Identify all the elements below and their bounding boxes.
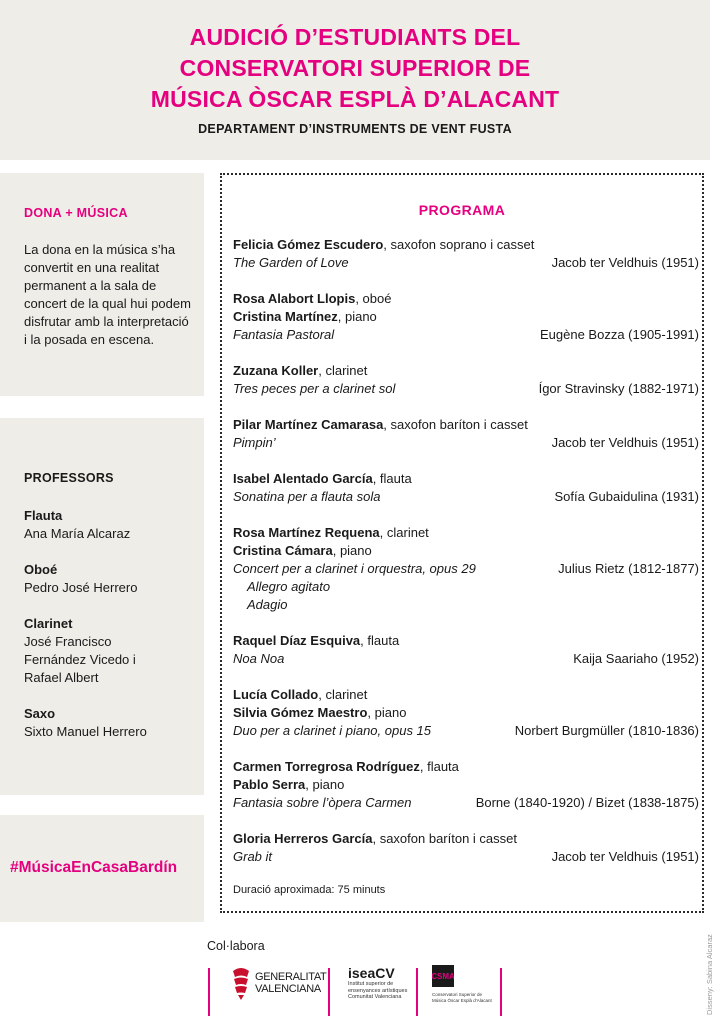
movement: Adagio	[247, 597, 288, 612]
program-item	[233, 686, 699, 740]
work-title: Tres peces per a clarinet sol	[233, 381, 396, 396]
movement: Allegro agitato	[247, 579, 331, 594]
performer-name: Zuzana Koller	[233, 363, 319, 378]
professor-group	[24, 705, 199, 741]
dona-musica-box	[0, 173, 204, 396]
duration-note: Duració aproximada: 75 minuts	[233, 884, 386, 896]
dona-musica-title: DONA + MÚSICA	[24, 206, 128, 220]
professors-list	[24, 507, 199, 759]
program-item	[233, 416, 699, 452]
performer-line	[233, 704, 699, 722]
work-title: Pimpin’	[233, 435, 276, 450]
work-row	[233, 794, 699, 812]
isea-logo	[348, 965, 408, 1001]
work-row	[233, 722, 699, 740]
performer-line	[233, 308, 699, 326]
work-row	[233, 560, 699, 578]
performer-role: , saxofon baríton i casset	[372, 831, 517, 846]
performer-name: Pilar Martínez Camarasa	[233, 417, 384, 432]
professor-name: Pedro José Herrero	[24, 580, 138, 595]
performer-line	[233, 776, 699, 794]
footer-divider	[328, 968, 330, 1016]
performer-name: Lucía Collado	[233, 687, 319, 702]
work-title: Sonatina per a flauta sola	[233, 489, 381, 504]
composer: Sofía Gubaidulina (1931)	[554, 489, 699, 504]
csma-logo-icon	[432, 965, 454, 987]
csma-logo	[432, 965, 492, 1003]
performer-role: , flauta	[360, 633, 400, 648]
design-credit: Disseny: Sabina Alcaraz	[705, 934, 714, 1015]
professor-instrument: Clarinet	[24, 616, 73, 631]
professor-instrument: Saxo	[24, 706, 56, 721]
performer-line	[233, 236, 699, 254]
csma-logo-text: CSMA	[432, 972, 454, 981]
performer-name: Pablo Serra	[233, 777, 306, 792]
performer-name: Rosa Martínez Requena	[233, 525, 380, 540]
work-title: Grab it	[233, 849, 273, 864]
performer-role: , clarinet	[318, 687, 368, 702]
program-item	[233, 758, 699, 812]
work-title: Duo per a clarinet i piano, opus 15	[233, 723, 432, 738]
program-item	[233, 290, 699, 344]
performer-name: Isabel Alentado García	[233, 471, 373, 486]
collab-label: Col·labora	[207, 939, 265, 953]
program-box	[220, 173, 704, 913]
work-title: The Garden of Love	[233, 255, 349, 270]
work-row	[233, 254, 699, 272]
professor-name: Ana María Alcaraz	[24, 526, 131, 541]
isea-logo-icon: iseaCV	[348, 965, 395, 981]
professor-group	[24, 507, 199, 543]
isea-subtitle: Institut superior de ensenyances artístiques Comunitat Valenciana	[348, 981, 408, 1000]
performer-line	[233, 524, 699, 542]
composer: Julius Rietz (1812-1877)	[558, 561, 699, 576]
work-title: Fantasia sobre l’òpera Carmen	[233, 795, 412, 810]
performer-role: , saxofon soprano i casset	[383, 237, 535, 252]
performer-name: Cristina Martínez	[233, 309, 338, 324]
composer: Norbert Burgmüller (1810-1836)	[514, 723, 699, 738]
footer-divider	[416, 968, 418, 1016]
performer-line	[233, 470, 699, 488]
performer-name: Rosa Alabort Llopis	[233, 291, 356, 306]
page-title: AUDICIÓ D’ESTUDIANTS DEL CONSERVATORI SUPERIOR DE MÚSICA ÒSCAR ESPLÀ D’ALACANT	[150, 24, 560, 112]
footer-divider	[500, 968, 502, 1016]
composer: Ígor Stravinsky (1882-1971)	[538, 381, 699, 396]
generalitat-logo	[230, 965, 326, 1001]
performer-name: Gloria Herreros García	[233, 831, 373, 846]
program-item	[233, 632, 699, 668]
csma-subtitle: Conservatori Superior de Música Òscar Esplà d’Alacant	[432, 992, 492, 1003]
composer: Kaija Saariaho (1952)	[573, 651, 699, 666]
program-item	[233, 830, 699, 866]
professor-instrument: Oboé	[24, 562, 58, 577]
performer-role: , piano	[305, 777, 345, 792]
professor-name: Rafael Albert	[24, 670, 99, 685]
composer: Eugène Bozza (1905-1991)	[539, 327, 699, 342]
performer-role: , piano	[337, 309, 377, 324]
composer: Borne (1840-1920) / Bizet (1838-1875)	[475, 795, 699, 810]
performer-line	[233, 362, 699, 380]
work-row	[233, 380, 699, 398]
program-item	[233, 470, 699, 506]
hashtag-box	[0, 815, 204, 922]
program-items	[233, 236, 699, 884]
composer: Jacob ter Veldhuis (1951)	[551, 255, 699, 270]
work-row	[233, 488, 699, 506]
performer-role: , saxofon baríton i casset	[383, 417, 528, 432]
performer-name: Carmen Torregrosa Rodríguez	[233, 759, 420, 774]
work-row	[233, 848, 699, 866]
performer-line	[233, 416, 699, 434]
performer-line	[233, 542, 699, 560]
professor-group	[24, 561, 199, 597]
program-item	[233, 362, 699, 398]
composer: Jacob ter Veldhuis (1951)	[551, 849, 699, 864]
work-title: Noa Noa	[233, 651, 285, 666]
performer-name: Raquel Díaz Esquiva	[233, 633, 361, 648]
professor-group	[24, 615, 199, 687]
work-row	[233, 326, 699, 344]
professor-name: Sixto Manuel Herrero	[24, 724, 147, 739]
professors-title: PROFESSORS	[24, 471, 114, 485]
generalitat-line1: GENERALITAT	[255, 971, 327, 983]
performer-name: Cristina Cámara	[233, 543, 333, 558]
footer-divider	[208, 968, 210, 1016]
program-item	[233, 236, 699, 272]
professor-instrument: Flauta	[24, 508, 63, 523]
generalitat-emblem-icon	[230, 965, 252, 1001]
dona-musica-text: La dona en la música s’ha convertit en una realitat permanent a la sala de concert de la qual hui podem disfrutar amb la interpretació i la posada en escena.	[24, 242, 191, 347]
work-title: Concert per a clarinet i orquestra, opus 29	[233, 561, 476, 576]
performer-line	[233, 758, 699, 776]
performer-line	[233, 686, 699, 704]
performer-role: , clarinet	[318, 363, 368, 378]
performer-role: , oboé	[355, 291, 392, 306]
performer-name: Felicia Gómez Escudero	[233, 237, 384, 252]
work-row	[233, 650, 699, 668]
hashtag: #MúsicaEnCasaBardín	[10, 859, 178, 876]
work-title: Fantasia Pastoral	[233, 327, 335, 342]
performer-line	[233, 290, 699, 308]
program-title: PROGRAMA	[418, 202, 506, 218]
professor-name: Fernández Vicedo i	[24, 652, 136, 667]
generalitat-line2: VALENCIANA	[255, 983, 321, 995]
professors-box	[0, 418, 204, 795]
professor-name: José Francisco	[24, 634, 112, 649]
performer-role: , flauta	[372, 471, 412, 486]
department-subtitle: DEPARTAMENT D’INSTRUMENTS DE VENT FUSTA	[198, 122, 512, 136]
program-item	[233, 524, 699, 614]
performer-role: , flauta	[419, 759, 459, 774]
performer-role: , clarinet	[379, 525, 429, 540]
composer: Jacob ter Veldhuis (1951)	[551, 435, 699, 450]
work-row	[233, 434, 699, 452]
performer-role: , piano	[367, 705, 407, 720]
performer-role: , piano	[332, 543, 372, 558]
performer-line	[233, 830, 699, 848]
performer-line	[233, 632, 699, 650]
header-banner	[0, 0, 710, 160]
performer-name: Silvia Gómez Maestro	[233, 705, 368, 720]
